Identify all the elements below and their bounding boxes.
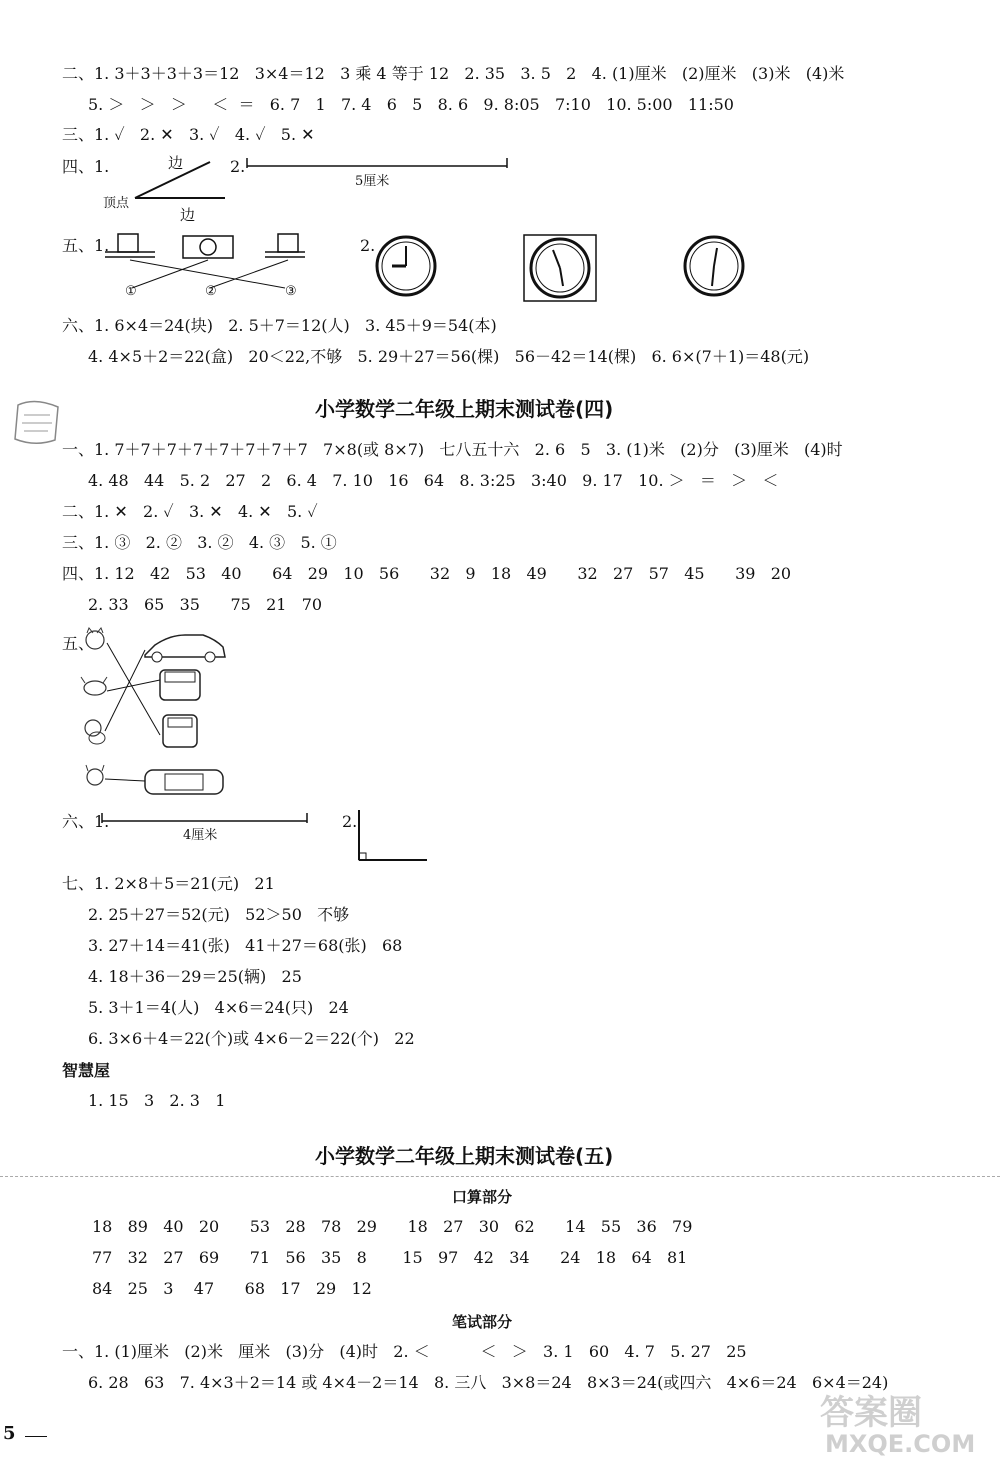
divider (0, 1176, 1000, 1177)
page-number-dash (25, 1436, 47, 1437)
kousuan-row-3: 84 25 3 47 68 17 29 12 (92, 1279, 372, 1298)
page-title-4: 小学数学二年级上期末测试卷(四) (315, 397, 614, 421)
page-title-5: 小学数学二年级上期末测试卷(五) (315, 1144, 614, 1168)
answer-line-2-cont: 5. ＞ ＞ ＞ ＜ ＝ 6. 7 1 7. 4 6 5 8. 6 9. 8:05 7:10 10. 5:00 11:50 (88, 95, 734, 114)
test4-line-1-cont: 4. 48 44 5. 2 27 2 6. 4 7. 10 16 64 8. 3:25 3:40 9. 17 10. ＞ ＝ ＞ ＜ (88, 471, 779, 490)
line-segment-5cm (245, 156, 510, 170)
line-4cm-label: 4厘米 (183, 828, 218, 843)
test4-line-4-cont: 2. 33 65 35 75 21 70 (88, 595, 323, 614)
line-5cm-label: 5厘米 (355, 174, 390, 189)
bishi-heading: 笔试部分 (452, 1313, 513, 1331)
test4-line-2: 二、1. ✕ 2. ✓ 3. ✕ 4. ✕ 5. ✓ (62, 502, 318, 521)
car-matching-figure (75, 625, 235, 805)
section-6-line-1: 六、1. 6×4＝24(块) 2. 5＋7＝12(人) 3. 45＋9＝54(本) (62, 316, 497, 335)
test4-section-7-line-5: 5. 3＋1＝4(人) 4×6＝24(只) 24 (88, 998, 349, 1017)
kousuan-heading: 口算部分 (452, 1188, 513, 1206)
watermark-logo: 答案圈 (820, 1393, 922, 1433)
test4-line-3: 三、1. ③ 2. ② 3. ② 4. ③ 5. ① (62, 533, 337, 552)
watermark-text: MXQE.COM (825, 1430, 976, 1458)
test4-section-6-prefix: 六、1. (62, 812, 110, 831)
test4-section-7-line-2: 2. 25＋27＝52(元) 52＞50 不够 (88, 905, 350, 924)
clock-icon-1 (375, 235, 437, 297)
section-5-prefix: 五、1. (62, 236, 110, 255)
clock-icon-2 (523, 234, 598, 302)
angle-figure (100, 150, 230, 225)
answer-line-2: 二、1. 3＋3＋3＋3＝12 3×4＝12 3 乘 4 等于 12 2. 35 3. 5 2 4. (1)厘米 (2)厘米 (3)米 (4)米 (62, 64, 845, 83)
angle-side-label-top: 边 (168, 154, 184, 172)
right-angle-q-prefix: 2. (342, 812, 358, 831)
test4-section-5-prefix: 五、 (62, 634, 95, 653)
kousuan-row-2: 77 32 27 69 71 56 35 8 15 97 42 34 24 18 64 81 (92, 1248, 688, 1267)
test5-line-1: 一、1. (1)厘米 (2)米 厘米 (3)分 (4)时 2. ＜ ＜ ＞ 3. 1 60 4. 7 5. 27 25 (62, 1342, 747, 1361)
q2-prefix: 2. (230, 157, 246, 176)
section-4-prefix: 四、1. (62, 157, 110, 176)
circled-2: ② (205, 284, 217, 299)
test5-line-1-cont: 6. 28 63 7. 4×3＋2＝14 或 4×4－2＝14 8. 三八 3×8＝24 8×3＝24(或四六 4×6＝24 6×4＝24) (88, 1373, 889, 1392)
stamp-icon (10, 395, 65, 450)
test4-section-7-line-6: 6. 3×6＋4＝22(个)或 4×6－2＝22(个) 22 (88, 1029, 415, 1048)
test4-line-1: 一、1. 7＋7＋7＋7＋7＋7＋7＋7 7×8(或 8×7) 七八五十六 2. 6 5 3. (1)米 (2)分 (3)厘米 (4)时 (62, 440, 843, 459)
kousuan-row-1: 18 89 40 20 53 28 78 29 18 27 30 62 14 55 36 79 (92, 1217, 693, 1236)
clock-icon-3 (683, 235, 745, 297)
angle-vertex-label: 顶点 (103, 196, 130, 211)
circled-1: ① (125, 284, 137, 299)
right-angle-figure (355, 808, 430, 863)
test4-section-7-line-3: 3. 27＋14＝41(张) 41＋27＝68(张) 68 (88, 936, 403, 955)
circled-3: ③ (285, 284, 297, 299)
line-segment-4cm (100, 811, 310, 825)
section-6-line-2: 4. 4×5＋2＝22(盒) 20＜22,不够 5. 29＋27＝56(棵) 56－42＝14(棵) 6. 6×(7＋1)＝48(元) (88, 347, 810, 366)
zhihui-heading: 智慧屋 (62, 1061, 111, 1080)
zhihui-answer: 1. 15 3 2. 3 1 (88, 1091, 226, 1110)
page-number: 5 (3, 1423, 16, 1444)
angle-side-label-bottom: 边 (180, 206, 196, 224)
clock-q-prefix: 2. (360, 236, 376, 255)
test4-line-4: 四、1. 12 42 53 40 64 29 10 56 32 9 18 49 32 27 57 45 39 20 (62, 564, 792, 583)
answer-line-3: 三、1. ✓ 2. ✕ 3. ✓ 4. ✓ 5. ✕ (62, 125, 315, 144)
test4-section-7-line-4: 4. 18＋36－29＝25(辆) 25 (88, 967, 302, 986)
test4-section-7-line-1: 七、1. 2×8＋5＝21(元) 21 (62, 874, 275, 893)
